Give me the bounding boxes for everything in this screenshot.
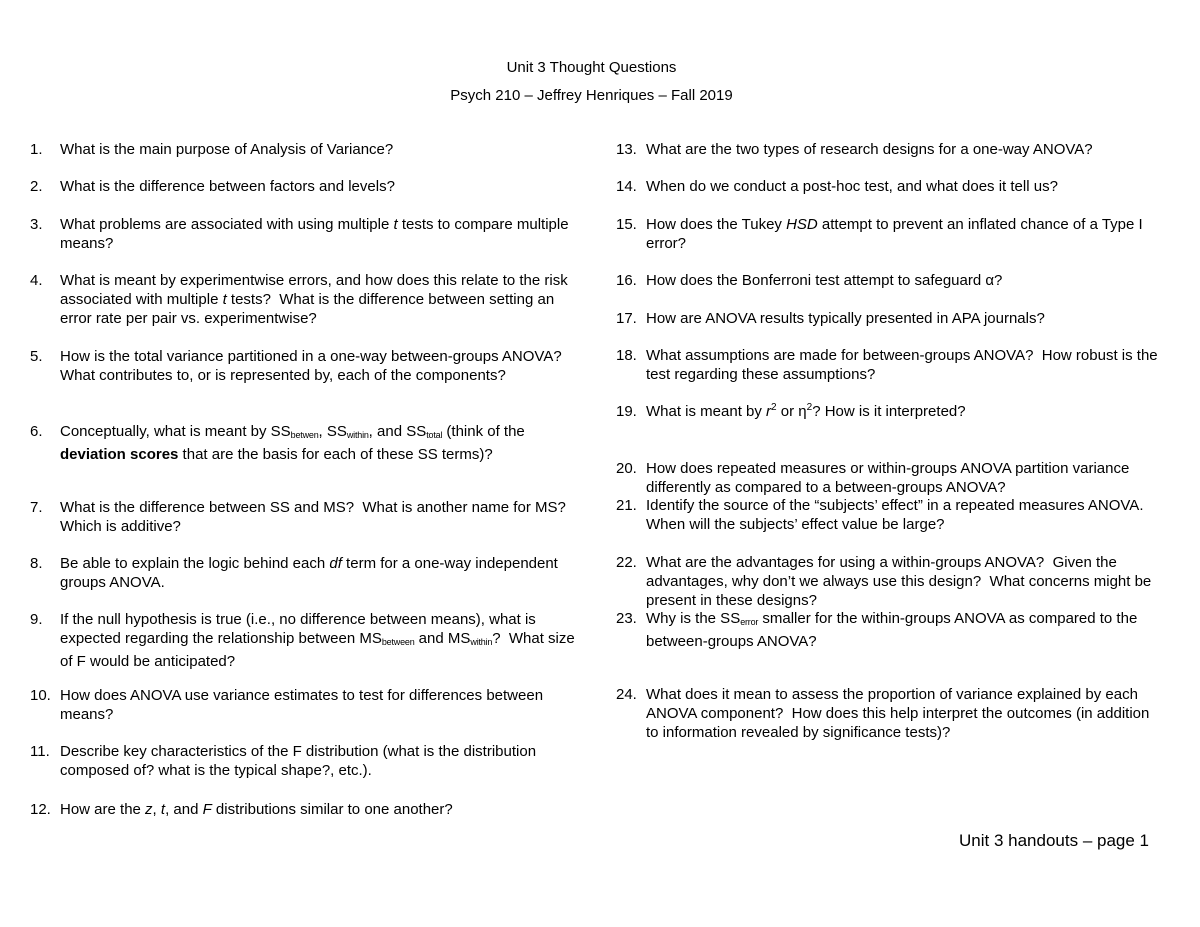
question-text: What is the difference between factors and levels? <box>60 178 395 195</box>
question-text: Be able to explain the logic behind each df term for a one-way independent groups ANOVA. <box>60 555 558 591</box>
question-item <box>30 554 575 592</box>
question-text: What assumptions are made for between-groups ANOVA? How robust is the test regarding these assumptions? <box>646 347 1158 383</box>
question-text: How does repeated measures or within-groups ANOVA partition variance differently as compared to a between-groups ANOVA? <box>646 460 1130 496</box>
question-item <box>30 347 575 385</box>
question-item <box>616 271 1161 290</box>
question-item <box>30 271 575 328</box>
question-number: 6. <box>30 423 43 440</box>
document-header <box>0 54 1183 110</box>
question-item <box>616 346 1161 384</box>
question-number: 7. <box>30 499 43 516</box>
question-number: 11. <box>30 743 50 760</box>
question-number: 13. <box>616 141 637 158</box>
question-item <box>30 686 575 724</box>
question-text: Conceptually, what is meant by $SS_{betwen}$, $SS_{within}$, and $SS_{total}$ (think of the deviation scores that are the basis for each of these SS terms)? <box>60 423 525 463</box>
question-number: 12. <box>30 801 51 818</box>
question-number: 19. <box>616 403 637 420</box>
question-text: What does it mean to assess the proportion of variance explained by each ANOVA component? How does this help interpret the outcomes (in addition to information revealed by significance tests)? <box>646 686 1150 741</box>
question-number: 14. <box>616 178 637 195</box>
question-number: 23. <box>616 610 637 627</box>
question-number: 3. <box>30 216 43 233</box>
question-item <box>616 177 1161 196</box>
question-text: What is the main purpose of Analysis of Variance? <box>60 141 394 158</box>
question-item <box>30 177 575 196</box>
question-text: How does the Tukey HSD attempt to prevent an inflated chance of a Type I error? <box>646 216 1143 252</box>
question-text: When do we conduct a post-hoc test, and what does it tell us? <box>646 178 1058 195</box>
question-text: How are the z, t, and F distributions similar to one another? <box>60 801 453 818</box>
question-item <box>30 140 575 159</box>
question-number: 21. <box>616 497 637 514</box>
question-item <box>616 309 1161 328</box>
question-number: 5. <box>30 348 43 365</box>
question-text: What is meant by $r^2$ or $\eta^2$? How is it interpreted? <box>646 402 966 420</box>
question-number: 2. <box>30 178 43 195</box>
question-item <box>30 742 575 780</box>
question-number: 10. <box>30 687 51 704</box>
question-text: What are the two types of research designs for a one-way ANOVA? <box>646 141 1093 158</box>
question-text: How is the total variance partitioned in a one-way between-groups ANOVA? What contributes to, or is represented by, each of the components? <box>60 348 566 384</box>
question-number: 15. <box>616 216 637 233</box>
question-item <box>616 685 1161 742</box>
question-number: 16. <box>616 272 637 289</box>
question-text: Describe key characteristics of the F distribution (what is the distribution composed of? what is the typical shape?, etc.). <box>60 743 537 779</box>
page-footer: Unit 3 handouts – page 1 <box>959 831 1149 850</box>
question-number: 9. <box>30 611 43 628</box>
question-item <box>30 215 575 253</box>
question-item <box>616 553 1161 610</box>
question-item <box>30 800 575 819</box>
question-text: How are ANOVA results typically presented in APA journals? <box>646 310 1045 327</box>
question-text: What is the difference between SS and MS? What is another name for MS? Which is additive? <box>60 499 570 535</box>
question-item <box>616 609 1161 651</box>
question-number: 8. <box>30 555 43 572</box>
document-title: Unit 3 Thought Questions <box>506 59 677 76</box>
question-item <box>30 610 575 671</box>
question-number: 4. <box>30 272 43 289</box>
question-text: What is meant by experimentwise errors, and how does this relate to the risk associated with multiple t tests? What is the difference between setting an error rate per pair vs. experimentwise? <box>60 272 568 327</box>
question-number: 20. <box>616 460 637 477</box>
question-item <box>616 215 1161 253</box>
question-text: How does ANOVA use variance estimates to test for differences between means? <box>60 687 544 723</box>
question-item <box>616 402 1161 421</box>
question-item <box>30 498 575 536</box>
question-number: 24. <box>616 686 637 703</box>
question-number: 17. <box>616 310 637 327</box>
document-subtitle: Psych 210 – Jeffrey Henriques – Fall 2019 <box>450 87 733 104</box>
question-text: Identify the source of the “subjects’ effect” in a repeated measures ANOVA. When will the subjects’ effect value be large? <box>646 497 1148 533</box>
question-item <box>616 140 1161 159</box>
question-text: How does the Bonferroni test attempt to safeguard α? <box>646 272 1003 289</box>
question-number: 1. <box>30 141 43 158</box>
question-item <box>616 496 1161 534</box>
question-number: 22. <box>616 554 637 571</box>
question-text: What problems are associated with using multiple t tests to compare multiple means? <box>60 216 569 252</box>
question-text: If the null hypothesis is true (i.e., no difference between means), what is expected regarding the relationship between $MS_{between}$ and $MS_{within}$? What size of F would be anticipated? <box>60 611 575 670</box>
question-number: 18. <box>616 347 637 364</box>
question-text: Why is the $SS_{error}$ smaller for the within-groups ANOVA as compared to the between-groups ANOVA? <box>646 610 1138 650</box>
question-item <box>616 459 1161 497</box>
question-item <box>30 422 575 464</box>
question-text: What are the advantages for using a within-groups ANOVA? Given the advantages, why don’t we always use this design? What concerns might be present in these designs? <box>646 554 1152 609</box>
